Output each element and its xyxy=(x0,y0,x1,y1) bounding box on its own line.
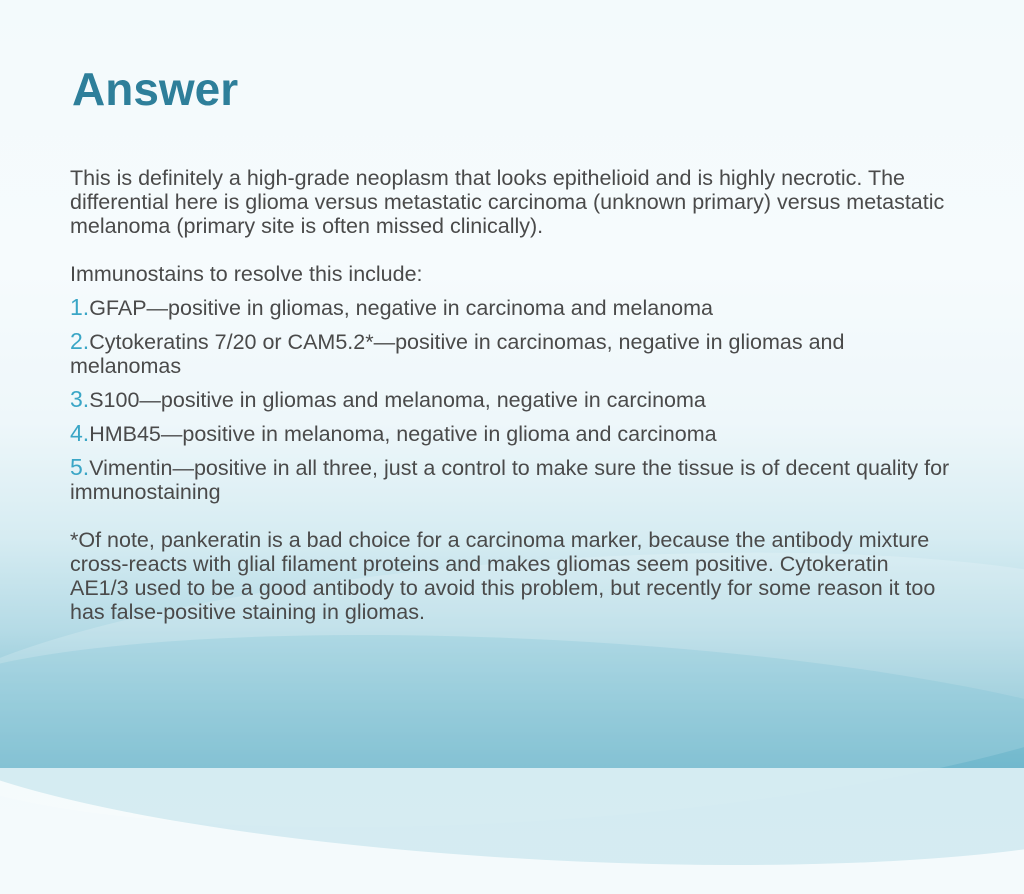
list-item xyxy=(70,295,950,320)
list-item-text: S100—positive in gliomas and melanoma, negative in carcinoma xyxy=(89,388,706,412)
list-item-text: HMB45—positive in melanoma, negative in glioma and carcinoma xyxy=(89,422,717,446)
list-item-number: 1. xyxy=(70,294,90,320)
list-item-text: GFAP—positive in gliomas, negative in carcinoma and melanoma xyxy=(89,296,713,320)
immunostain-list xyxy=(70,295,950,504)
list-item-number: 4. xyxy=(70,420,90,446)
intro-paragraph: This is definitely a high-grade neoplasm that looks epithelioid and is highly necrotic. The differential here is glioma versus metastatic carcinoma (unknown primary) versus metastatic melanoma (primary site is often missed clinically). xyxy=(70,166,945,238)
list-item-number: 5. xyxy=(70,454,90,480)
slide-body xyxy=(70,166,950,624)
footnote-paragraph: *Of note, pankeratin is a bad choice for a carcinoma marker, because the antibody mixture cross-reacts with glial filament proteins and makes gliomas seem positive. Cytokeratin AE1/3 used to be a good antibody to avoid this problem, but recently for some reason it too has false-positive staining in gliomas. xyxy=(70,528,936,624)
background-wave-shade xyxy=(0,606,1024,894)
slide-title: Answer xyxy=(72,63,239,115)
list-item-number: 2. xyxy=(70,328,90,354)
immunostains-lead: Immunostains to resolve this include: xyxy=(70,262,423,286)
list-item-number: 3. xyxy=(70,386,90,412)
list-item xyxy=(70,387,950,412)
list-item-text: Vimentin—positive in all three, just a control to make sure the tissue is of decent quality for immunostaining xyxy=(70,456,950,504)
list-item-text: Cytokeratins 7/20 or CAM5.2*—positive in carcinomas, negative in gliomas and melanomas xyxy=(70,330,845,378)
list-item xyxy=(70,455,950,504)
list-item xyxy=(70,421,950,446)
list-item xyxy=(70,329,950,378)
